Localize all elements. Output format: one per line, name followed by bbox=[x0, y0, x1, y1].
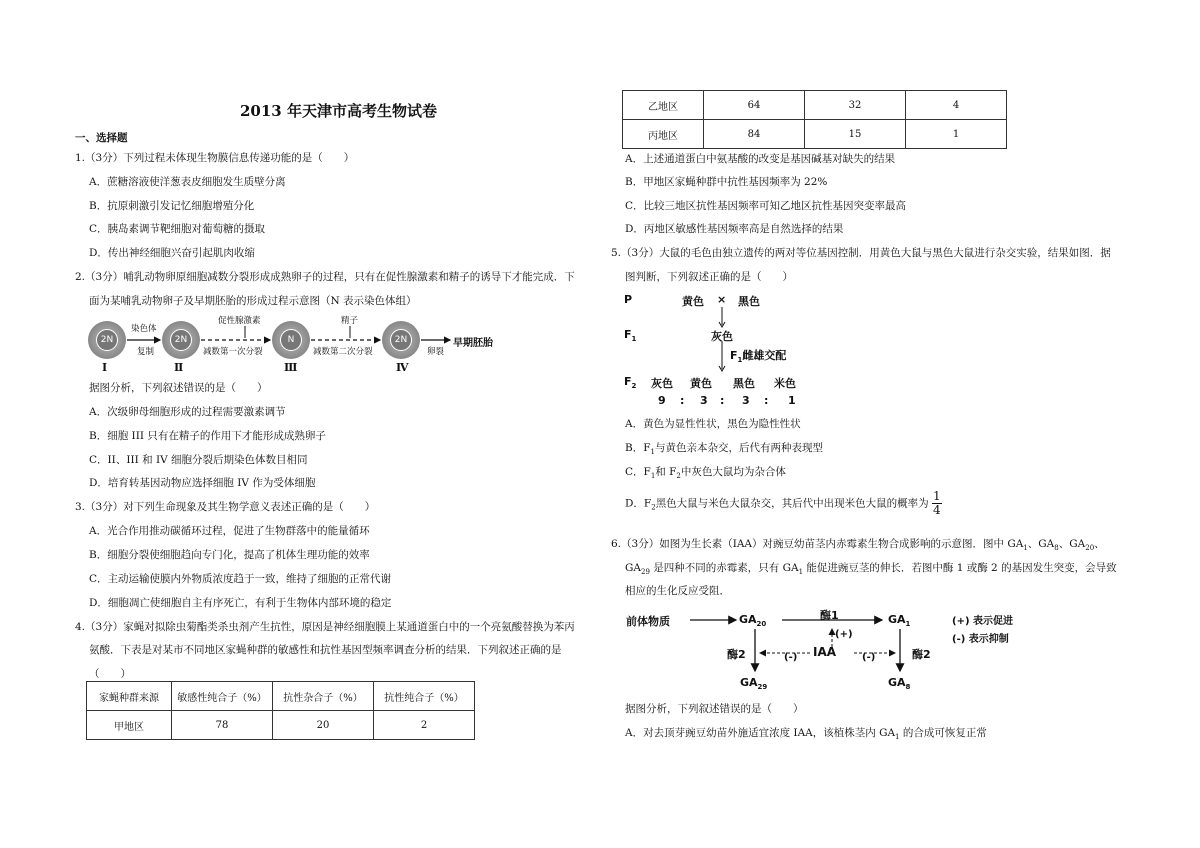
q6-stem-line2 bbox=[625, 561, 1117, 579]
q5-d-pre: D．F bbox=[625, 497, 652, 510]
ga29-sub: 29 bbox=[757, 683, 768, 692]
f1-intercross-text: 雌雄交配 bbox=[742, 349, 787, 362]
f2-sub: 2 bbox=[631, 382, 637, 391]
q6-ask: 据图分析，下列叙述错误的是（ ） bbox=[625, 703, 804, 715]
ga20-sub: 20 bbox=[756, 620, 767, 629]
arrow2-top-label: 促性腺激素 bbox=[218, 316, 261, 326]
q5-b-post: 与黄色亲本杂交，后代有两种表现型 bbox=[654, 442, 823, 454]
inhibit-sign-left: (-) bbox=[784, 652, 798, 663]
section-heading: 一、选择题 bbox=[75, 132, 128, 144]
f2-pheno-black: 黑色 bbox=[733, 377, 755, 390]
table-row bbox=[87, 711, 475, 740]
f2-text: F bbox=[624, 375, 632, 388]
q4-table-part2 bbox=[622, 90, 1007, 149]
q5-c-post: 中灰色大鼠均为杂合体 bbox=[680, 466, 786, 478]
ga20-text: GA bbox=[739, 613, 757, 626]
f1-label bbox=[624, 328, 636, 343]
q3-option-a: A．光合作用推动碳循环过程，促进了生物群落中的能量循环 bbox=[89, 525, 370, 537]
ga29-label bbox=[740, 676, 767, 691]
header-cell: 敏感性纯合子（%） bbox=[172, 682, 273, 711]
precursor-label: 前体物质 bbox=[626, 615, 670, 628]
q6-s1c: 、GA bbox=[1058, 538, 1086, 550]
table-cell: 32 bbox=[805, 91, 906, 120]
q6-stem-line3: 相应的生化反应受阻． bbox=[625, 585, 730, 597]
ga1-sub: 1 bbox=[905, 620, 911, 629]
roman-4: Ⅳ bbox=[396, 361, 409, 374]
early-embryo-label: 早期胚胎 bbox=[453, 338, 493, 349]
fraction-denominator: 4 bbox=[933, 503, 941, 517]
ratio-3b: 3 bbox=[742, 394, 750, 407]
q6-s1b: 、GA bbox=[1027, 538, 1055, 550]
q6-s1d: 、 bbox=[1094, 538, 1105, 550]
header-cell: 家蝇种群来源 bbox=[87, 682, 172, 711]
enzyme2-left-label: 酶2 bbox=[727, 648, 746, 661]
q4-option-c: C．比较三地区抗性基因频率可知乙地区抗性基因突变率最高 bbox=[625, 200, 907, 212]
enzyme1-label: 酶1 bbox=[820, 609, 839, 622]
p-black: 黑色 bbox=[738, 295, 760, 308]
q4-stem-line2: 氨酸．下表是对某市不同地区家蝇种群的敏感性和抗性基因型频率调查分析的结果．下列叙述正确的是 bbox=[89, 644, 562, 656]
q1-option-c: C．胰岛素调节靶细胞对葡萄糖的摄取 bbox=[89, 223, 266, 235]
table-cell: 丙地区 bbox=[623, 120, 704, 149]
f1-gray: 灰色 bbox=[711, 330, 733, 343]
ratio-3a: 3 bbox=[700, 394, 708, 407]
f1-intercross-sub: 1 bbox=[737, 356, 743, 365]
table-row bbox=[623, 91, 1007, 120]
q6-stem-line1 bbox=[611, 537, 1105, 555]
q2-option-a: A．次级卵母细胞形成的过程需要激素调节 bbox=[89, 406, 286, 418]
q4-option-a: A．上述通道蛋白中氨基酸的改变是基因碱基对缺失的结果 bbox=[625, 153, 896, 165]
q2-stem-line2: 面为某哺乳动物卵子及早期胚胎的形成过程示意图（N 表示染色体组） bbox=[89, 295, 417, 307]
q5-c-sub1: 1 bbox=[650, 472, 656, 481]
q5-b-pre: B．F bbox=[625, 442, 651, 454]
q5-c-sub2: 2 bbox=[676, 472, 681, 481]
arrow1-top-label: 染色体 bbox=[131, 324, 157, 334]
ga8-text: GA bbox=[888, 676, 906, 689]
inhibit-sign-right: (-) bbox=[862, 652, 876, 663]
ratio-9: 9 bbox=[658, 394, 666, 407]
f2-pheno-yellow: 黄色 bbox=[690, 377, 712, 390]
arrow3-top-label: 精子 bbox=[341, 316, 359, 326]
table-cell: 2 bbox=[374, 711, 475, 740]
q3-option-d: D．细胞凋亡使细胞自主有序死亡，有利于生物体内部环境的稳定 bbox=[89, 597, 392, 609]
header-cell: 抗性纯合子（%） bbox=[374, 682, 475, 711]
q5-c-pre: C．F bbox=[625, 466, 651, 478]
f2-label bbox=[624, 375, 636, 390]
cell-2-label: 2N bbox=[170, 329, 192, 351]
roman-2: Ⅱ bbox=[174, 361, 184, 374]
table-row bbox=[623, 120, 1007, 149]
ratio-colon: : bbox=[764, 394, 769, 407]
q2-option-c: C．II、III 和 IV 细胞分裂后期染色体数目相同 bbox=[89, 454, 308, 466]
ratio-colon: : bbox=[680, 394, 685, 407]
q4-option-d: D．丙地区敏感性基因频率高是自然选择的结果 bbox=[625, 223, 844, 235]
q1-option-a: A．蔗糖溶液使洋葱表皮细胞发生质壁分离 bbox=[89, 176, 286, 188]
legend-promote: (+) 表示促进 bbox=[952, 616, 1014, 627]
q6-s1a: 6.（3分）如图为生长素（IAA）对豌豆幼苗茎内赤霉素生物合成影响的示意图．图中 GA bbox=[611, 538, 1024, 550]
legend-inhibit: (-) 表示抑制 bbox=[952, 634, 1009, 645]
page-title: 2013 年天津市高考生物试卷 bbox=[240, 102, 437, 120]
q6-s2c: 能促进豌豆茎的伸长．若图中酶 1 或酶 2 的基因发生突变，会导致 bbox=[803, 562, 1117, 574]
q6-a-pre: A．对去顶芽豌豆幼苗外施适宜浓度 IAA，该植株茎内 GA bbox=[625, 727, 896, 739]
ratio-1: 1 bbox=[788, 394, 796, 407]
q6-s2b: 是四种不同的赤霉素，只有 GA bbox=[649, 562, 799, 574]
ga29-text: GA bbox=[740, 676, 758, 689]
cell-1-label: 2N bbox=[96, 329, 118, 351]
f1-intercross-f: F bbox=[730, 349, 738, 362]
table-header-row bbox=[87, 682, 475, 711]
table-cell: 20 bbox=[273, 711, 374, 740]
cross-symbol: × bbox=[717, 293, 727, 306]
arrow2-bottom-label: 减数第一次分裂 bbox=[203, 347, 263, 357]
iaa-label: IAA bbox=[813, 645, 837, 659]
ga20-label bbox=[739, 613, 766, 628]
table-cell: 甲地区 bbox=[87, 711, 172, 740]
table-cell: 乙地区 bbox=[623, 91, 704, 120]
q6-s2a: GA bbox=[625, 562, 641, 574]
f1-intercross-label bbox=[730, 347, 786, 364]
q6-option-a bbox=[625, 726, 987, 744]
q2-stem-line1: 2.（3分）哺乳动物卵原细胞减数分裂形成成熟卵子的过程，只有在促性腺激素和精子的诱导下才能完成．下 bbox=[75, 271, 575, 283]
roman-1: Ⅰ bbox=[102, 361, 108, 374]
arrow4-bottom-label: 卵裂 bbox=[427, 347, 445, 357]
q1-stem: 1.（3分）下列过程未体现生物膜信息传递功能的是（ ） bbox=[75, 152, 355, 164]
q3-option-c: C．主动运输使膜内外物质浓度趋于一致，维持了细胞的正常代谢 bbox=[89, 573, 392, 585]
cell-3-label: N bbox=[280, 329, 302, 351]
table-cell: 15 bbox=[805, 120, 906, 149]
arrow1-bottom-label: 复制 bbox=[137, 347, 155, 357]
table-cell: 84 bbox=[704, 120, 805, 149]
ga1-label bbox=[888, 613, 910, 628]
roman-3: Ⅲ bbox=[284, 361, 298, 374]
arrow3-bottom-label: 减数第二次分裂 bbox=[313, 347, 373, 357]
q5-d-post: 黑色大鼠与米色大鼠杂交，其后代中出现米色大鼠的概率为 bbox=[655, 497, 929, 510]
f2-pheno-cream: 米色 bbox=[774, 377, 796, 390]
promote-sign: (+) bbox=[835, 629, 853, 640]
q5-stem-line1: 5.（3分）大鼠的毛色由独立遗传的两对等位基因控制．用黄色大鼠与黑色大鼠进行杂交实验，结果如图．据 bbox=[611, 247, 1111, 259]
q4-option-b: B．甲地区家蝇种群中抗性基因频率为 22% bbox=[625, 176, 828, 188]
q6-a-post: 的合成可恢复正常 bbox=[899, 727, 987, 739]
f1-text: F bbox=[624, 328, 632, 341]
q5-d-sub: 2 bbox=[651, 503, 656, 512]
q2-option-d: D．培育转基因动物应选择细胞 IV 作为受体细胞 bbox=[89, 477, 316, 489]
q2-ask: 据图分析，下列叙述错误的是（ ） bbox=[89, 382, 268, 394]
q6-s1-sub2: 8 bbox=[1054, 544, 1059, 553]
q6-s1-sub1: 1 bbox=[1023, 544, 1028, 553]
q5-option-b bbox=[625, 441, 823, 459]
fraction-numerator: 1 bbox=[933, 489, 941, 503]
ratio-colon: : bbox=[720, 394, 725, 407]
q6-s2-sub2: 1 bbox=[798, 568, 804, 577]
q5-stem-line2: 图判断，下列叙述正确的是（ ） bbox=[625, 271, 793, 283]
cell-4-label: 2N bbox=[390, 329, 412, 351]
ga1-text: GA bbox=[888, 613, 906, 626]
header-cell: 抗性杂合子（%） bbox=[273, 682, 374, 711]
table-cell: 64 bbox=[704, 91, 805, 120]
ga8-label bbox=[888, 676, 910, 691]
q6-s1-sub3: 20 bbox=[1085, 544, 1095, 553]
q4-table-part1 bbox=[86, 681, 475, 740]
q1-option-b: B．抗原刺激引发记忆细胞增殖分化 bbox=[89, 200, 255, 212]
table-cell: 1 bbox=[906, 120, 1007, 149]
f1-sub: 1 bbox=[631, 335, 637, 344]
q3-stem: 3.（3分）对下列生命现象及其生物学意义表述正确的是（ ） bbox=[75, 501, 376, 513]
q5-option-c bbox=[625, 465, 786, 483]
table-cell: 78 bbox=[172, 711, 273, 740]
q5-b-sub: 1 bbox=[650, 448, 655, 457]
q5-option-d bbox=[625, 490, 942, 517]
q4-stem-line1: 4.（3分）家蝇对拟除虫菊酯类杀虫剂产生抗性，原因是神经细胞膜上某通道蛋白中的一个亮氨酸替换为苯丙 bbox=[75, 621, 575, 633]
q6-a-sub: 1 bbox=[895, 733, 900, 742]
ga8-sub: 8 bbox=[905, 683, 911, 692]
q3-option-b: B．细胞分裂使细胞趋向专门化，提高了机体生理功能的效率 bbox=[89, 549, 370, 561]
q6-s2-sub1: 29 bbox=[640, 568, 650, 577]
q1-option-d: D．传出神经细胞兴奋引起肌肉收缩 bbox=[89, 247, 255, 259]
f2-pheno-gray: 灰色 bbox=[651, 377, 673, 390]
q5-c-mid: 和 F bbox=[655, 466, 677, 478]
q2-option-b: B．细胞 III 只有在精子的作用下才能形成成熟卵子 bbox=[89, 430, 326, 442]
q4-stem-line3: （ ） bbox=[89, 668, 131, 680]
p-yellow: 黄色 bbox=[682, 295, 704, 308]
q5-option-a: A．黄色为显性性状，黑色为隐性性状 bbox=[625, 418, 801, 430]
fraction bbox=[932, 490, 942, 517]
p-label: P bbox=[624, 293, 633, 306]
table-cell: 4 bbox=[906, 91, 1007, 120]
enzyme2-right-label: 酶2 bbox=[912, 648, 931, 661]
